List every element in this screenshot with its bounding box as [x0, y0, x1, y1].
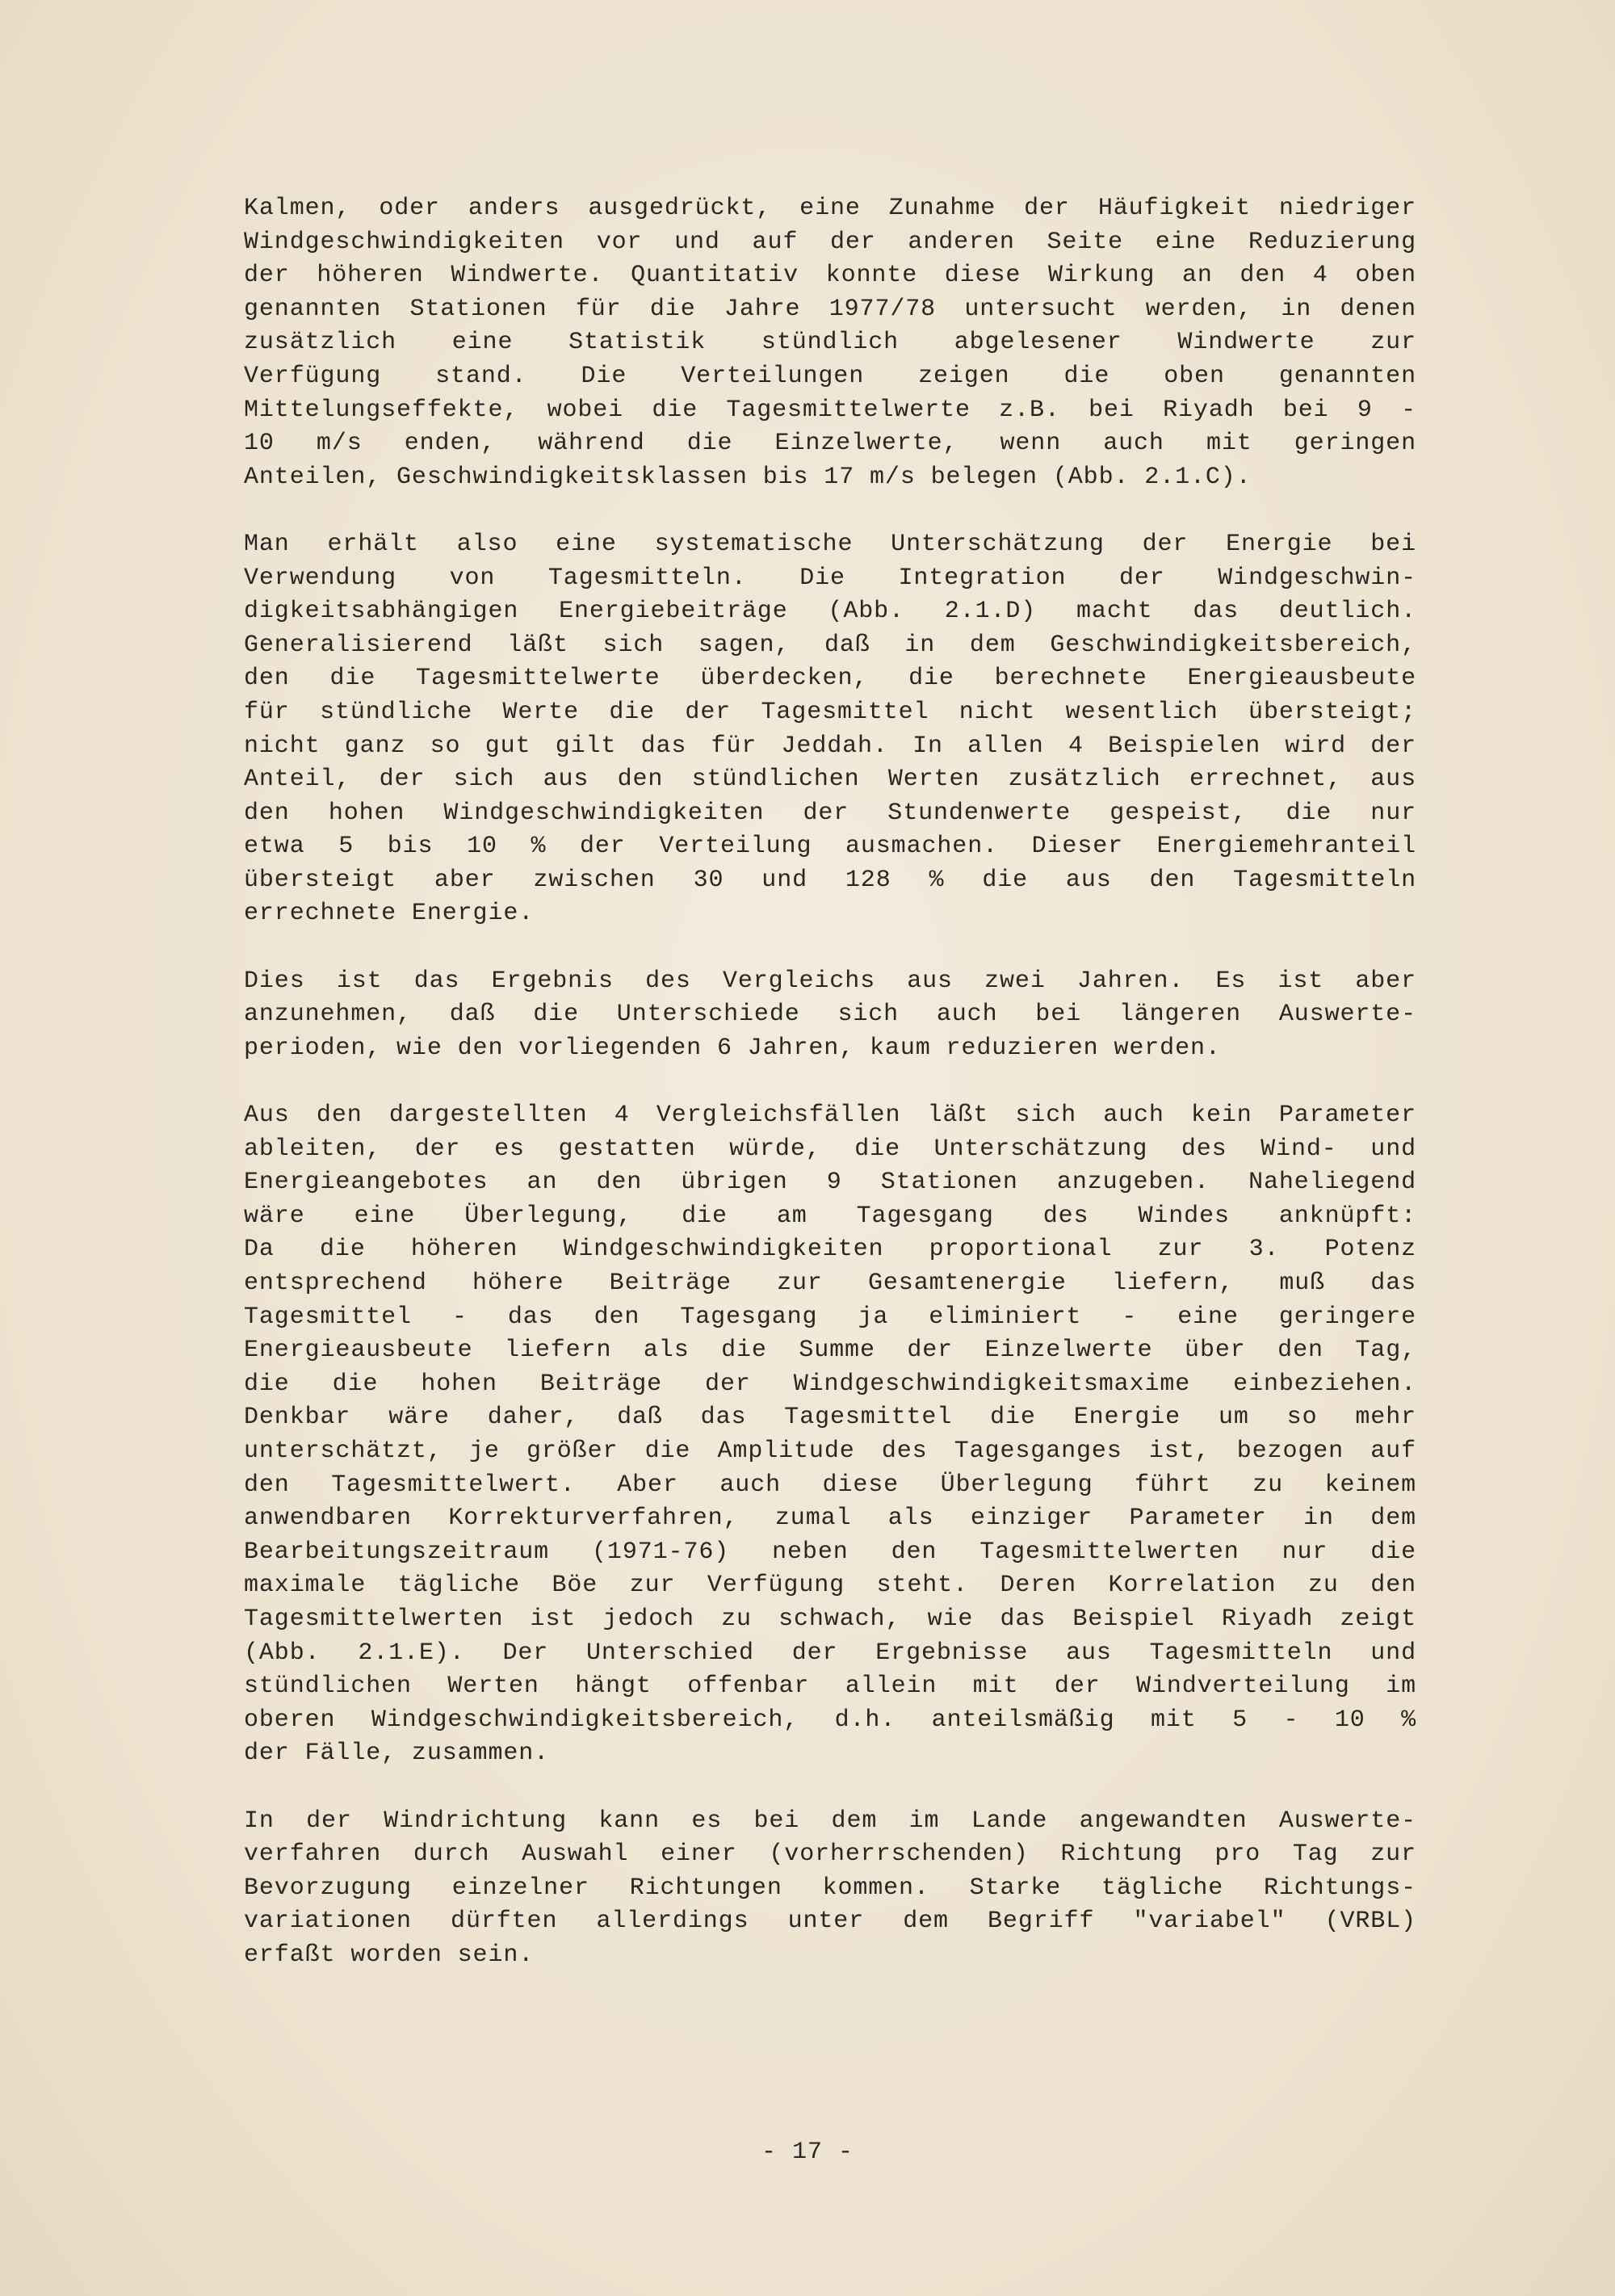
text-line: der Fälle, zusammen. — [244, 1740, 550, 1768]
text-line: Man erhält also eine systematische Unterschätzung der Energie bei — [244, 530, 1416, 558]
text-line: (Abb. 2.1.E). Der Unterschied der Ergebnisse aus Tagesmitteln und — [244, 1639, 1416, 1667]
text-line: unterschätzt, je größer die Amplitude des Tagesganges ist, bezogen auf — [244, 1437, 1416, 1465]
text-line: ableiten, der es gestatten würde, die Unterschätzung des Wind- und — [244, 1135, 1416, 1163]
text-line: wäre eine Überlegung, die am Tagesgang des Windes anknüpft: — [244, 1202, 1416, 1230]
text-line: oberen Windgeschwindigkeitsbereich, d.h. anteilsmäßig mit 5 - 10 % — [244, 1706, 1416, 1734]
text-line: errechnete Energie. — [244, 900, 535, 928]
text-line: digkeitsabhängigen Energiebeiträge (Abb. 2.1.D) macht das deutlich. — [244, 598, 1416, 626]
text-line: Aus den dargestellten 4 Vergleichsfällen läßt sich auch kein Parameter — [244, 1102, 1416, 1130]
text-line: erfaßt worden sein. — [244, 1941, 535, 1969]
text-line: den Tagesmittelwert. Aber auch diese Überlegung führt zu keinem — [244, 1471, 1416, 1499]
text-line: Anteil, der sich aus den stündlichen Werten zusätzlich errechnet, aus — [244, 766, 1416, 794]
paragraph — [244, 1099, 1416, 1771]
text-line: Generalisierend läßt sich sagen, daß in dem Geschwindigkeitsbereich, — [244, 631, 1416, 659]
text-line: den hohen Windgeschwindigkeiten der Stundenwerte gespeist, die nur — [244, 799, 1416, 827]
text-line: Denkbar wäre daher, daß das Tagesmittel die Energie um so mehr — [244, 1404, 1416, 1432]
text-line: Windgeschwindigkeiten vor und auf der anderen Seite eine Reduzierung — [244, 228, 1416, 256]
text-line: 10 m/s enden, während die Einzelwerte, wenn auch mit geringen — [244, 430, 1416, 458]
text-line: Dies ist das Ergebnis des Vergleichs aus zwei Jahren. Es ist aber — [244, 967, 1416, 995]
text-line: übersteigt aber zwischen 30 und 128 % die aus den Tagesmitteln — [244, 866, 1416, 894]
text-line: Verwendung von Tagesmitteln. Die Integration der Windgeschwin- — [244, 564, 1416, 592]
text-line: entsprechend höhere Beiträge zur Gesamtenergie liefern, muß das — [244, 1270, 1416, 1297]
text-line: anzunehmen, daß die Unterschiede sich auch bei längeren Auswerte- — [244, 1001, 1416, 1029]
text-line: Tagesmittelwerten ist jedoch zu schwach, wie das Beispiel Riyadh zeigt — [244, 1605, 1416, 1633]
text-line: variationen dürften allerdings unter dem Begriff "variabel" (VRBL) — [244, 1908, 1416, 1936]
text-line: Energieausbeute liefern als die Summe der Einzelwerte über den Tag, — [244, 1337, 1416, 1365]
text-line: etwa 5 bis 10 % der Verteilung ausmachen. Dieser Energiemehranteil — [244, 833, 1416, 861]
text-line: Tagesmittel - das den Tagesgang ja eliminiert - eine geringere — [244, 1303, 1416, 1331]
text-line: für stündliche Werte die der Tagesmittel nicht wesentlich übersteigt; — [244, 698, 1416, 726]
text-line: Verfügung stand. Die Verteilungen zeigen die oben genannten — [244, 362, 1416, 390]
body-text — [244, 192, 1416, 2006]
text-line: genannten Stationen für die Jahre 1977/78 untersucht werden, in denen — [244, 295, 1416, 323]
text-line: Anteilen, Geschwindigkeitsklassen bis 17 m/s belegen (Abb. 2.1.C). — [244, 463, 1252, 491]
text-line: die die hohen Beiträge der Windgeschwindigkeitsmaxime einbeziehen. — [244, 1370, 1416, 1398]
paragraph — [244, 528, 1416, 931]
text-line: der höheren Windwerte. Quantitativ konnte diese Wirkung an den 4 oben — [244, 262, 1416, 290]
text-line: nicht ganz so gut gilt das für Jeddah. In allen 4 Beispielen wird der — [244, 732, 1416, 760]
text-line: Da die höheren Windgeschwindigkeiten proportional zur 3. Potenz — [244, 1236, 1416, 1264]
text-line: stündlichen Werten hängt offenbar allein mit der Windverteilung im — [244, 1673, 1416, 1701]
text-line: den die Tagesmittelwerte überdecken, die berechnete Energieausbeute — [244, 665, 1416, 693]
paragraph — [244, 1805, 1416, 1973]
text-line: Mittelungseffekte, wobei die Tagesmittelwerte z.B. bei Riyadh bei 9 - — [244, 396, 1416, 424]
text-line: verfahren durch Auswahl einer (vorherrschenden) Richtung pro Tag zur — [244, 1841, 1416, 1869]
text-line: zusätzlich eine Statistik stündlich abgelesener Windwerte zur — [244, 329, 1416, 357]
text-line: Energieangebotes an den übrigen 9 Stationen anzugeben. Naheliegend — [244, 1169, 1416, 1197]
text-line: maximale tägliche Böe zur Verfügung steht. Deren Korrelation zu den — [244, 1572, 1416, 1600]
text-line: Kalmen, oder anders ausgedrückt, eine Zunahme der Häufigkeit niedriger — [244, 195, 1416, 222]
paragraph — [244, 965, 1416, 1066]
text-line: Bearbeitungszeitraum (1971-76) neben den Tagesmittelwerten nur die — [244, 1538, 1416, 1566]
text-line: perioden, wie den vorliegenden 6 Jahren, kaum reduzieren werden. — [244, 1034, 1221, 1062]
paragraph — [244, 192, 1416, 494]
text-line: In der Windrichtung kann es bei dem im Lande angewandten Auswerte- — [244, 1807, 1416, 1835]
text-line: anwendbaren Korrekturverfahren, zumal als einziger Parameter in dem — [244, 1505, 1416, 1533]
page-number: - 17 - — [761, 2139, 854, 2166]
text-line: Bevorzugung einzelner Richtungen kommen. Starke tägliche Richtungs- — [244, 1874, 1416, 1902]
